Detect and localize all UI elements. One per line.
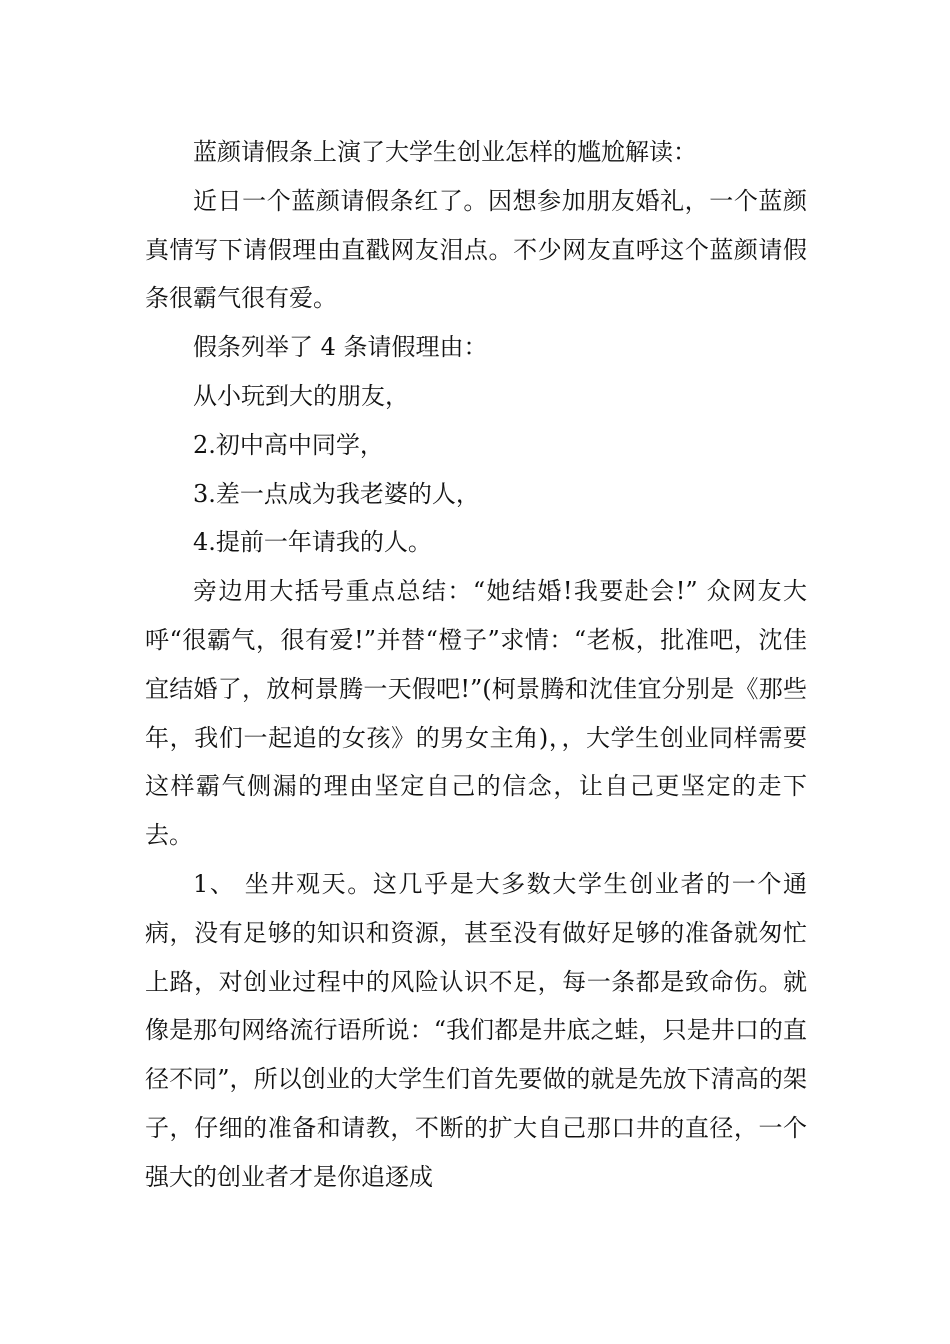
paragraph: 旁边用大括号重点总结：“她结婚!我要赴会!” 众网友大呼“很霸气，很有爱!”并替“橙子”求情：“老板，批准吧，沈佳宜结婚了，放柯景腾一天假吧!”(柯景腾和沈佳宜分别是《那些年，我们一起追的女孩》的男女主角)，，大学生创业同样需要这样霸气侧漏的理由坚定自己的信念，让自己更坚定的走下去。: [145, 577, 807, 850]
list-item: 3.差一点成为我老婆的人，: [193, 479, 480, 508]
paragraph: 近日一个蓝颜请假条红了。因想参加朋友婚礼，一个蓝颜真情写下请假理由直戳网友泪点。不少网友直呼这个蓝颜请假条很霸气很有爱。: [145, 186, 807, 313]
paragraph-title: 蓝颜请假条上演了大学生创业怎样的尴尬解读：: [193, 138, 697, 166]
document-body: [145, 128, 807, 1202]
list-item: 从小玩到大的朋友，: [193, 381, 409, 410]
paragraph: 1、 坐井观天。这几乎是大多数大学生创业者的一个通病，没有足够的知识和资源，甚至没有做好足够的准备就匆忙上路，对创业过程中的风险认识不足，每一条都是致命伤。就像是那句网络流行语所说：“我们都是井底之蛙，只是井口的直径不同”，所以创业的大学生们首先要做的就是先放下清高的架子，仔细的准备和请教，不断的扩大自己那口井的直径，一个强大的创业者才是你追逐成: [145, 869, 807, 1191]
paragraph: 假条列举了 4 条请假理由：: [193, 333, 488, 362]
list-item: 2.初中高中同学，: [193, 430, 384, 459]
list-item: 4.提前一年请我的人。: [193, 528, 432, 557]
